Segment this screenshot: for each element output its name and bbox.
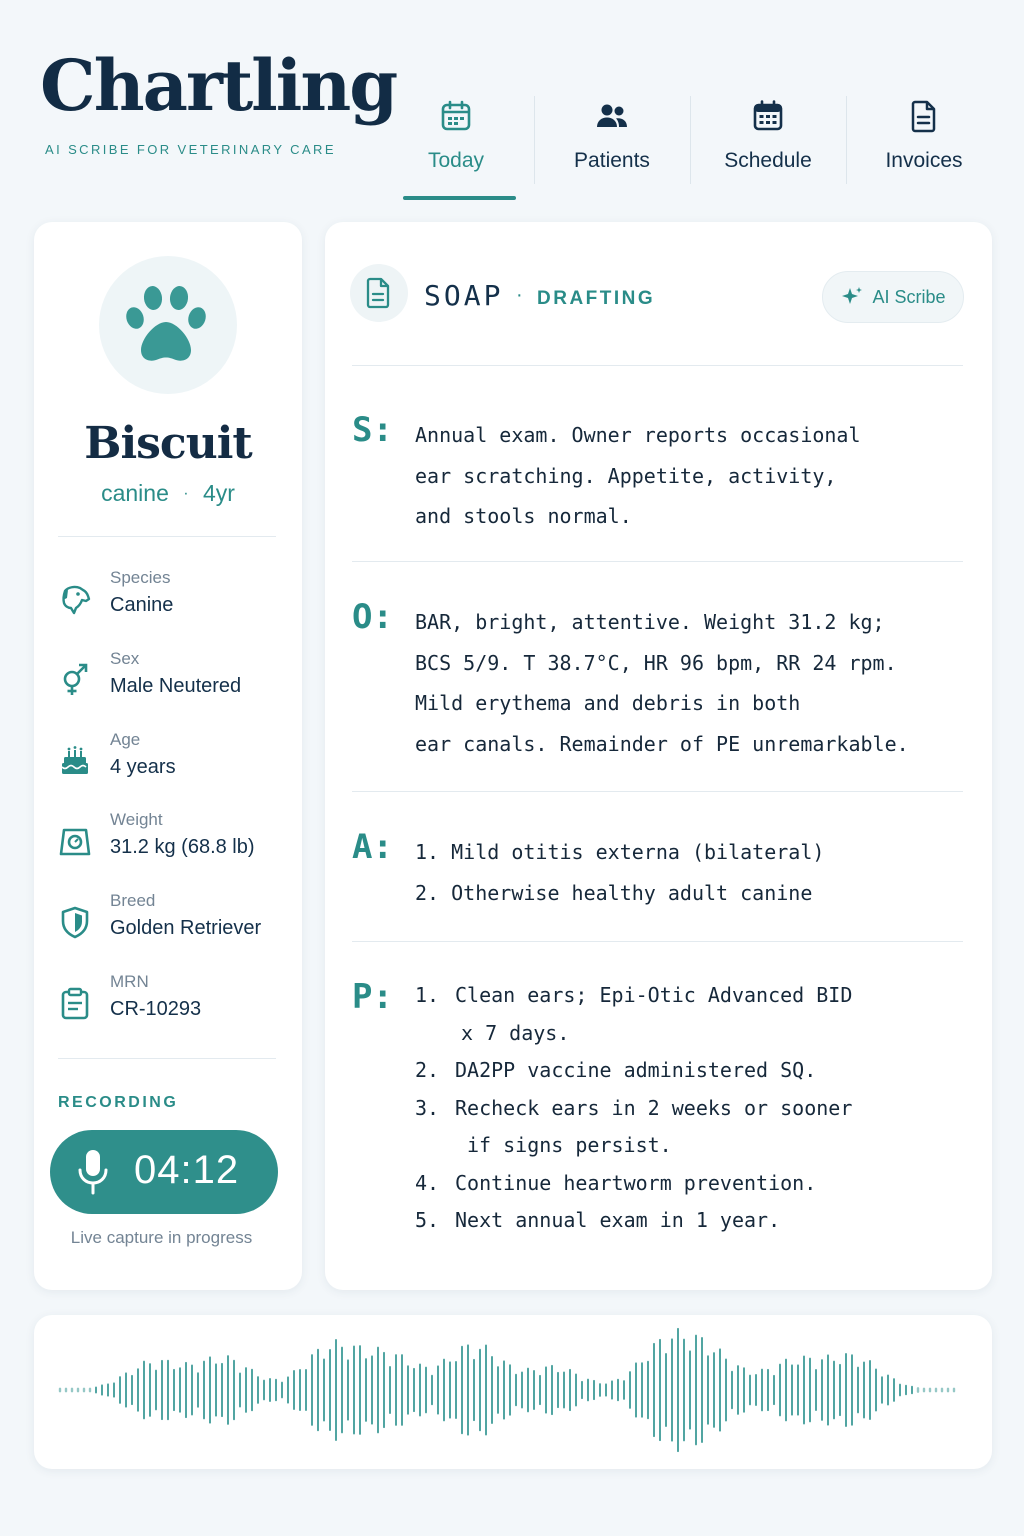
text-line: BAR, bright, attentive. Weight 31.2 kg; xyxy=(415,610,885,634)
ai-scribe-button[interactable] xyxy=(822,271,964,323)
breed-value: Golden Retriever xyxy=(110,917,262,939)
subjective-letter: S: xyxy=(352,410,393,450)
species-value: Canine xyxy=(110,594,174,616)
app-subtitle: AI SCRIBE FOR VETERINARY CARE xyxy=(45,142,336,157)
divider xyxy=(352,365,963,366)
plan-letter: P: xyxy=(352,977,393,1017)
info-mrn xyxy=(58,972,288,1032)
plan-item-number: 1. xyxy=(415,983,440,1007)
divider xyxy=(352,561,963,562)
main-nav xyxy=(378,88,1002,200)
patient-species-short: canine xyxy=(101,480,169,506)
audio-waveform-panel xyxy=(34,1315,992,1469)
text-line: 2. Otherwise healthy adult canine xyxy=(415,880,813,905)
recording-timer: 04:12 xyxy=(134,1148,240,1192)
objective-text[interactable] xyxy=(415,602,970,764)
text-line: x 7 days. xyxy=(461,1020,570,1045)
plan-text[interactable] xyxy=(415,977,970,1240)
plan-item-number: 5. xyxy=(415,1208,440,1232)
info-breed xyxy=(58,891,288,951)
info-sex xyxy=(58,649,288,709)
weight-label: Weight xyxy=(110,810,163,829)
avatar xyxy=(99,256,237,394)
text-line: Continue heartworm prevention. xyxy=(455,1170,817,1195)
audio-waveform xyxy=(34,1315,992,1469)
sex-value: Male Neutered xyxy=(110,675,242,697)
objective-letter: O: xyxy=(352,597,393,637)
assessment-text[interactable] xyxy=(415,832,970,913)
text-line: if signs persist. xyxy=(467,1133,672,1157)
text-line: ear scratching. Appetite, activity, xyxy=(415,463,837,488)
tab-invoices-label: Invoices xyxy=(885,149,963,172)
text-line: ear canals. Remainder of PE unremarkable. xyxy=(415,731,909,756)
tab-schedule[interactable] xyxy=(690,88,846,200)
plan-item xyxy=(415,1052,970,1090)
active-tab-indicator xyxy=(403,196,516,200)
divider xyxy=(352,941,963,942)
tab-schedule-label: Schedule xyxy=(724,149,812,172)
tab-today-label: Today xyxy=(427,149,485,172)
document-icon xyxy=(364,277,394,309)
plan-item xyxy=(415,1165,970,1203)
clipboard-icon xyxy=(58,986,92,1020)
document-icon xyxy=(906,98,942,134)
patient-card xyxy=(34,222,302,1290)
brand xyxy=(40,44,397,157)
info-weight xyxy=(58,810,288,870)
people-icon xyxy=(594,98,630,134)
plan-item xyxy=(415,1090,970,1165)
recording-button[interactable] xyxy=(50,1130,278,1214)
title-separator: · xyxy=(516,284,523,306)
shield-icon xyxy=(58,905,92,939)
text-line: 1. Mild otitis externa (bilateral) xyxy=(415,840,825,864)
divider xyxy=(58,536,276,537)
gender-icon xyxy=(58,663,92,697)
soap-status: DRAFTING xyxy=(537,288,656,309)
mrn-value: CR-10293 xyxy=(110,998,202,1020)
recording-status: Live capture in progress xyxy=(70,1228,253,1247)
divider xyxy=(58,1058,276,1059)
mrn-label: MRN xyxy=(110,972,149,991)
text-line: Annual exam. Owner reports occasional xyxy=(415,423,861,447)
tab-today[interactable] xyxy=(378,88,534,200)
text-line: Recheck ears in 2 weeks or sooner xyxy=(455,1095,853,1120)
info-age xyxy=(58,730,288,790)
tab-patients-label: Patients xyxy=(574,149,650,172)
breed-label: Breed xyxy=(110,891,156,910)
app-title: Chartling xyxy=(40,44,397,127)
text-line: Clean ears; Epi-Otic Advanced BID xyxy=(455,983,853,1007)
recording-label: RECORDING xyxy=(58,1094,179,1111)
calendar-icon xyxy=(438,98,474,134)
patient-summary xyxy=(34,480,302,507)
text-line: Mild erythema and debris in both xyxy=(415,691,801,715)
scale-icon xyxy=(58,824,92,858)
ai-scribe-label: AI Scribe xyxy=(872,286,946,307)
soap-title: SOAP xyxy=(424,279,504,312)
assessment-letter: A: xyxy=(352,827,393,867)
weight-value: 31.2 kg (68.8 lb) xyxy=(110,836,255,858)
patient-name: Biscuit xyxy=(84,418,252,469)
text-line: and stools normal. xyxy=(415,504,632,528)
cake-icon xyxy=(58,744,92,778)
tab-patients[interactable] xyxy=(534,88,690,200)
age-value: 4 years xyxy=(110,756,176,778)
sparkle-icon xyxy=(840,285,864,309)
soap-card xyxy=(325,222,992,1290)
plan-item xyxy=(415,1202,970,1240)
info-species xyxy=(58,568,288,628)
plan-item-number: 4. xyxy=(415,1170,440,1195)
plan-item-number: 2. xyxy=(415,1058,440,1082)
tab-invoices[interactable] xyxy=(846,88,1002,200)
plan-item-number: 3. xyxy=(415,1095,440,1120)
plan-item xyxy=(415,977,970,1052)
calendar-grid-icon xyxy=(750,98,786,134)
meta-separator: · xyxy=(183,485,189,502)
text-line: BCS 5/9. T 38.7°C, HR 96 bpm, RR 24 rpm. xyxy=(415,650,897,675)
divider xyxy=(352,791,963,792)
sex-label: Sex xyxy=(110,649,140,668)
subjective-text[interactable] xyxy=(415,415,970,537)
microphone-icon xyxy=(76,1148,110,1196)
text-line: DA2PP vaccine administered SQ. xyxy=(455,1058,817,1082)
patient-age-short: 4yr xyxy=(202,480,235,506)
dog-head-icon xyxy=(58,582,92,616)
text-line: Next annual exam in 1 year. xyxy=(455,1208,781,1232)
soap-document-badge xyxy=(350,264,408,322)
age-label: Age xyxy=(110,730,141,749)
species-label: Species xyxy=(110,568,171,587)
paw-icon xyxy=(123,280,213,370)
